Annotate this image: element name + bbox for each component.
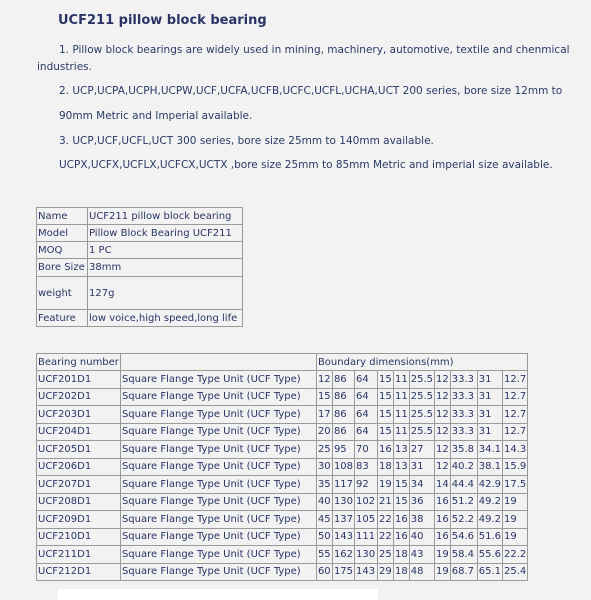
- dimensions-row: [37, 528, 528, 546]
- b-cell: 58.4: [450, 546, 477, 564]
- a-cell: 86: [332, 423, 354, 441]
- a-cell: 117: [332, 476, 354, 494]
- paragraph-2-cont: 90mm Metric and Imperial available.: [59, 110, 253, 122]
- bearing-number-cell: UCF207D1: [37, 476, 121, 494]
- dimensions-row: [37, 423, 528, 441]
- spec-value: 38mm: [88, 259, 243, 277]
- s-cell: 42.9: [477, 476, 502, 494]
- d-cell: 12: [316, 371, 332, 389]
- bearing-number-cell: UCF206D1: [37, 458, 121, 476]
- j-cell: 64: [355, 423, 378, 441]
- b-cell: 52.2: [450, 511, 477, 529]
- a2-cell: 25: [378, 546, 394, 564]
- s-cell: 49.2: [477, 493, 502, 511]
- spec-value: 1 PC: [88, 242, 243, 259]
- bearing-number-cell: UCF211D1: [37, 546, 121, 564]
- d-cell: 40: [316, 493, 332, 511]
- j-cell: 64: [355, 406, 378, 424]
- spec-label: weight: [37, 277, 88, 310]
- bolt-cell: 19: [435, 546, 451, 564]
- n-cell: 18: [394, 563, 410, 581]
- d-cell: 45: [316, 511, 332, 529]
- spec-row: [37, 277, 243, 310]
- header-bearing-number: Bearing number: [37, 354, 121, 371]
- b-cell: 33.3: [450, 423, 477, 441]
- a1-cell: 48: [409, 563, 434, 581]
- dimensions-row: [37, 476, 528, 494]
- s-cell: 38.1: [477, 458, 502, 476]
- spec-row: [37, 242, 243, 259]
- bolt-cell: 12: [435, 458, 451, 476]
- s1-cell: 22.2: [503, 546, 528, 564]
- b-cell: 35.8: [450, 441, 477, 459]
- s-cell: 49.2: [477, 511, 502, 529]
- spec-table: [36, 207, 243, 327]
- a-cell: 175: [332, 563, 354, 581]
- type-cell: Square Flange Type Unit (UCF Type): [120, 546, 316, 564]
- type-cell: Square Flange Type Unit (UCF Type): [120, 388, 316, 406]
- n-cell: 11: [394, 406, 410, 424]
- d-cell: 35: [316, 476, 332, 494]
- b-cell: 54.6: [450, 528, 477, 546]
- a-cell: 143: [332, 528, 354, 546]
- dimensions-row: [37, 406, 528, 424]
- bolt-cell: 12: [435, 388, 451, 406]
- a1-cell: 40: [409, 528, 434, 546]
- d-cell: 17: [316, 406, 332, 424]
- bolt-cell: 12: [435, 441, 451, 459]
- j-cell: 64: [355, 371, 378, 389]
- s1-cell: 14.3: [503, 441, 528, 459]
- a1-cell: 38: [409, 511, 434, 529]
- a2-cell: 16: [378, 441, 394, 459]
- d-cell: 60: [316, 563, 332, 581]
- n-cell: 11: [394, 423, 410, 441]
- s-cell: 51.6: [477, 528, 502, 546]
- dimensions-header-row: [37, 354, 528, 371]
- dimensions-row: [37, 546, 528, 564]
- a-cell: 162: [332, 546, 354, 564]
- s1-cell: 19: [503, 493, 528, 511]
- a-cell: 86: [332, 388, 354, 406]
- j-cell: 64: [355, 388, 378, 406]
- type-cell: Square Flange Type Unit (UCF Type): [120, 371, 316, 389]
- a2-cell: 21: [378, 493, 394, 511]
- s1-cell: 19: [503, 511, 528, 529]
- b-cell: 68.7: [450, 563, 477, 581]
- dimensions-row: [37, 388, 528, 406]
- b-cell: 33.3: [450, 388, 477, 406]
- a1-cell: 34: [409, 476, 434, 494]
- s1-cell: 12.7: [503, 406, 528, 424]
- type-cell: Square Flange Type Unit (UCF Type): [120, 441, 316, 459]
- b-cell: 33.3: [450, 371, 477, 389]
- spec-row: [37, 259, 243, 277]
- bearing-number-cell: UCF203D1: [37, 406, 121, 424]
- n-cell: 16: [394, 511, 410, 529]
- bolt-cell: 14: [435, 476, 451, 494]
- bearing-number-cell: UCF202D1: [37, 388, 121, 406]
- d-cell: 50: [316, 528, 332, 546]
- type-cell: Square Flange Type Unit (UCF Type): [120, 423, 316, 441]
- a1-cell: 36: [409, 493, 434, 511]
- header-boundary-dimensions: Boundary dimensions(mm): [316, 354, 527, 371]
- footer-strip: [58, 589, 378, 600]
- b-cell: 33.3: [450, 406, 477, 424]
- s-cell: 34.1: [477, 441, 502, 459]
- j-cell: 102: [355, 493, 378, 511]
- j-cell: 111: [355, 528, 378, 546]
- a2-cell: 15: [378, 388, 394, 406]
- s1-cell: 25.4: [503, 563, 528, 581]
- b-cell: 44.4: [450, 476, 477, 494]
- n-cell: 15: [394, 493, 410, 511]
- a1-cell: 25.5: [409, 388, 434, 406]
- a-cell: 86: [332, 371, 354, 389]
- spec-value: UCF211 pillow block bearing: [88, 208, 243, 225]
- a-cell: 86: [332, 406, 354, 424]
- a1-cell: 27: [409, 441, 434, 459]
- j-cell: 83: [355, 458, 378, 476]
- bolt-cell: 12: [435, 423, 451, 441]
- paragraph-4: UCPX,UCFX,UCFLX,UCFCX,UCTX ,bore size 25mm to 85mm Metric and imperial size available.: [59, 159, 553, 171]
- bearing-number-cell: UCF209D1: [37, 511, 121, 529]
- a2-cell: 22: [378, 528, 394, 546]
- spec-value: 127g: [88, 277, 243, 310]
- a2-cell: 15: [378, 371, 394, 389]
- type-cell: Square Flange Type Unit (UCF Type): [120, 563, 316, 581]
- n-cell: 13: [394, 441, 410, 459]
- a1-cell: 31: [409, 458, 434, 476]
- s-cell: 65.1: [477, 563, 502, 581]
- s-cell: 31: [477, 423, 502, 441]
- dimensions-row: [37, 371, 528, 389]
- dimensions-row: [37, 511, 528, 529]
- dimensions-row: [37, 458, 528, 476]
- a1-cell: 25.5: [409, 371, 434, 389]
- a2-cell: 22: [378, 511, 394, 529]
- s-cell: 31: [477, 406, 502, 424]
- j-cell: 130: [355, 546, 378, 564]
- s1-cell: 12.7: [503, 423, 528, 441]
- d-cell: 15: [316, 388, 332, 406]
- d-cell: 25: [316, 441, 332, 459]
- a2-cell: 15: [378, 406, 394, 424]
- dimensions-row: [37, 441, 528, 459]
- bolt-cell: 16: [435, 493, 451, 511]
- bolt-cell: 19: [435, 563, 451, 581]
- bolt-cell: 16: [435, 528, 451, 546]
- bearing-number-cell: UCF208D1: [37, 493, 121, 511]
- type-cell: Square Flange Type Unit (UCF Type): [120, 476, 316, 494]
- bolt-cell: 12: [435, 406, 451, 424]
- paragraph-2: 2. UCP,UCPA,UCPH,UCPW,UCF,UCFA,UCFB,UCFC,UCFL,UCHA,UCT 200 series, bore size 12mm to: [59, 85, 563, 97]
- spec-label: Feature: [37, 310, 88, 327]
- s1-cell: 12.7: [503, 388, 528, 406]
- s-cell: 31: [477, 371, 502, 389]
- spec-row: [37, 310, 243, 327]
- paragraph-3: 3. UCP,UCF,UCFL,UCT 300 series, bore size 25mm to 140mm available.: [59, 135, 434, 147]
- a-cell: 137: [332, 511, 354, 529]
- a-cell: 108: [332, 458, 354, 476]
- type-cell: Square Flange Type Unit (UCF Type): [120, 493, 316, 511]
- type-cell: Square Flange Type Unit (UCF Type): [120, 406, 316, 424]
- bearing-number-cell: UCF201D1: [37, 371, 121, 389]
- d-cell: 30: [316, 458, 332, 476]
- j-cell: 70: [355, 441, 378, 459]
- page-title: UCF211 pillow block bearing: [58, 13, 267, 28]
- header-type: [120, 354, 316, 371]
- n-cell: 11: [394, 388, 410, 406]
- b-cell: 40.2: [450, 458, 477, 476]
- spec-label: Bore Size: [37, 259, 88, 277]
- spec-value: low voice,high speed,long life: [88, 310, 243, 327]
- n-cell: 16: [394, 528, 410, 546]
- spec-label: MOQ: [37, 242, 88, 259]
- bearing-number-cell: UCF210D1: [37, 528, 121, 546]
- spec-value: Pillow Block Bearing UCF211: [88, 225, 243, 242]
- s-cell: 31: [477, 388, 502, 406]
- a1-cell: 25.5: [409, 406, 434, 424]
- s1-cell: 15.9: [503, 458, 528, 476]
- j-cell: 143: [355, 563, 378, 581]
- n-cell: 13: [394, 458, 410, 476]
- a1-cell: 25.5: [409, 423, 434, 441]
- dimensions-row: [37, 563, 528, 581]
- type-cell: Square Flange Type Unit (UCF Type): [120, 528, 316, 546]
- dimensions-row: [37, 493, 528, 511]
- a1-cell: 43: [409, 546, 434, 564]
- a2-cell: 29: [378, 563, 394, 581]
- spec-label: Model: [37, 225, 88, 242]
- bolt-cell: 16: [435, 511, 451, 529]
- a-cell: 130: [332, 493, 354, 511]
- s-cell: 55.6: [477, 546, 502, 564]
- spec-row: [37, 208, 243, 225]
- s1-cell: 17.5: [503, 476, 528, 494]
- spec-label: Name: [37, 208, 88, 225]
- spec-row: [37, 225, 243, 242]
- bearing-number-cell: UCF205D1: [37, 441, 121, 459]
- type-cell: Square Flange Type Unit (UCF Type): [120, 458, 316, 476]
- a2-cell: 18: [378, 458, 394, 476]
- n-cell: 11: [394, 371, 410, 389]
- a2-cell: 19: [378, 476, 394, 494]
- paragraph-1: 1. Pillow block bearings are widely used in mining, machinery, automotive, textile and chenmical industries.: [37, 44, 570, 73]
- j-cell: 105: [355, 511, 378, 529]
- bearing-number-cell: UCF204D1: [37, 423, 121, 441]
- n-cell: 15: [394, 476, 410, 494]
- bolt-cell: 12: [435, 371, 451, 389]
- d-cell: 20: [316, 423, 332, 441]
- s1-cell: 12.7: [503, 371, 528, 389]
- bearing-number-cell: UCF212D1: [37, 563, 121, 581]
- type-cell: Square Flange Type Unit (UCF Type): [120, 511, 316, 529]
- a2-cell: 15: [378, 423, 394, 441]
- d-cell: 55: [316, 546, 332, 564]
- s1-cell: 19: [503, 528, 528, 546]
- dimensions-table: [36, 353, 528, 581]
- a-cell: 95: [332, 441, 354, 459]
- j-cell: 92: [355, 476, 378, 494]
- n-cell: 18: [394, 546, 410, 564]
- b-cell: 51.2: [450, 493, 477, 511]
